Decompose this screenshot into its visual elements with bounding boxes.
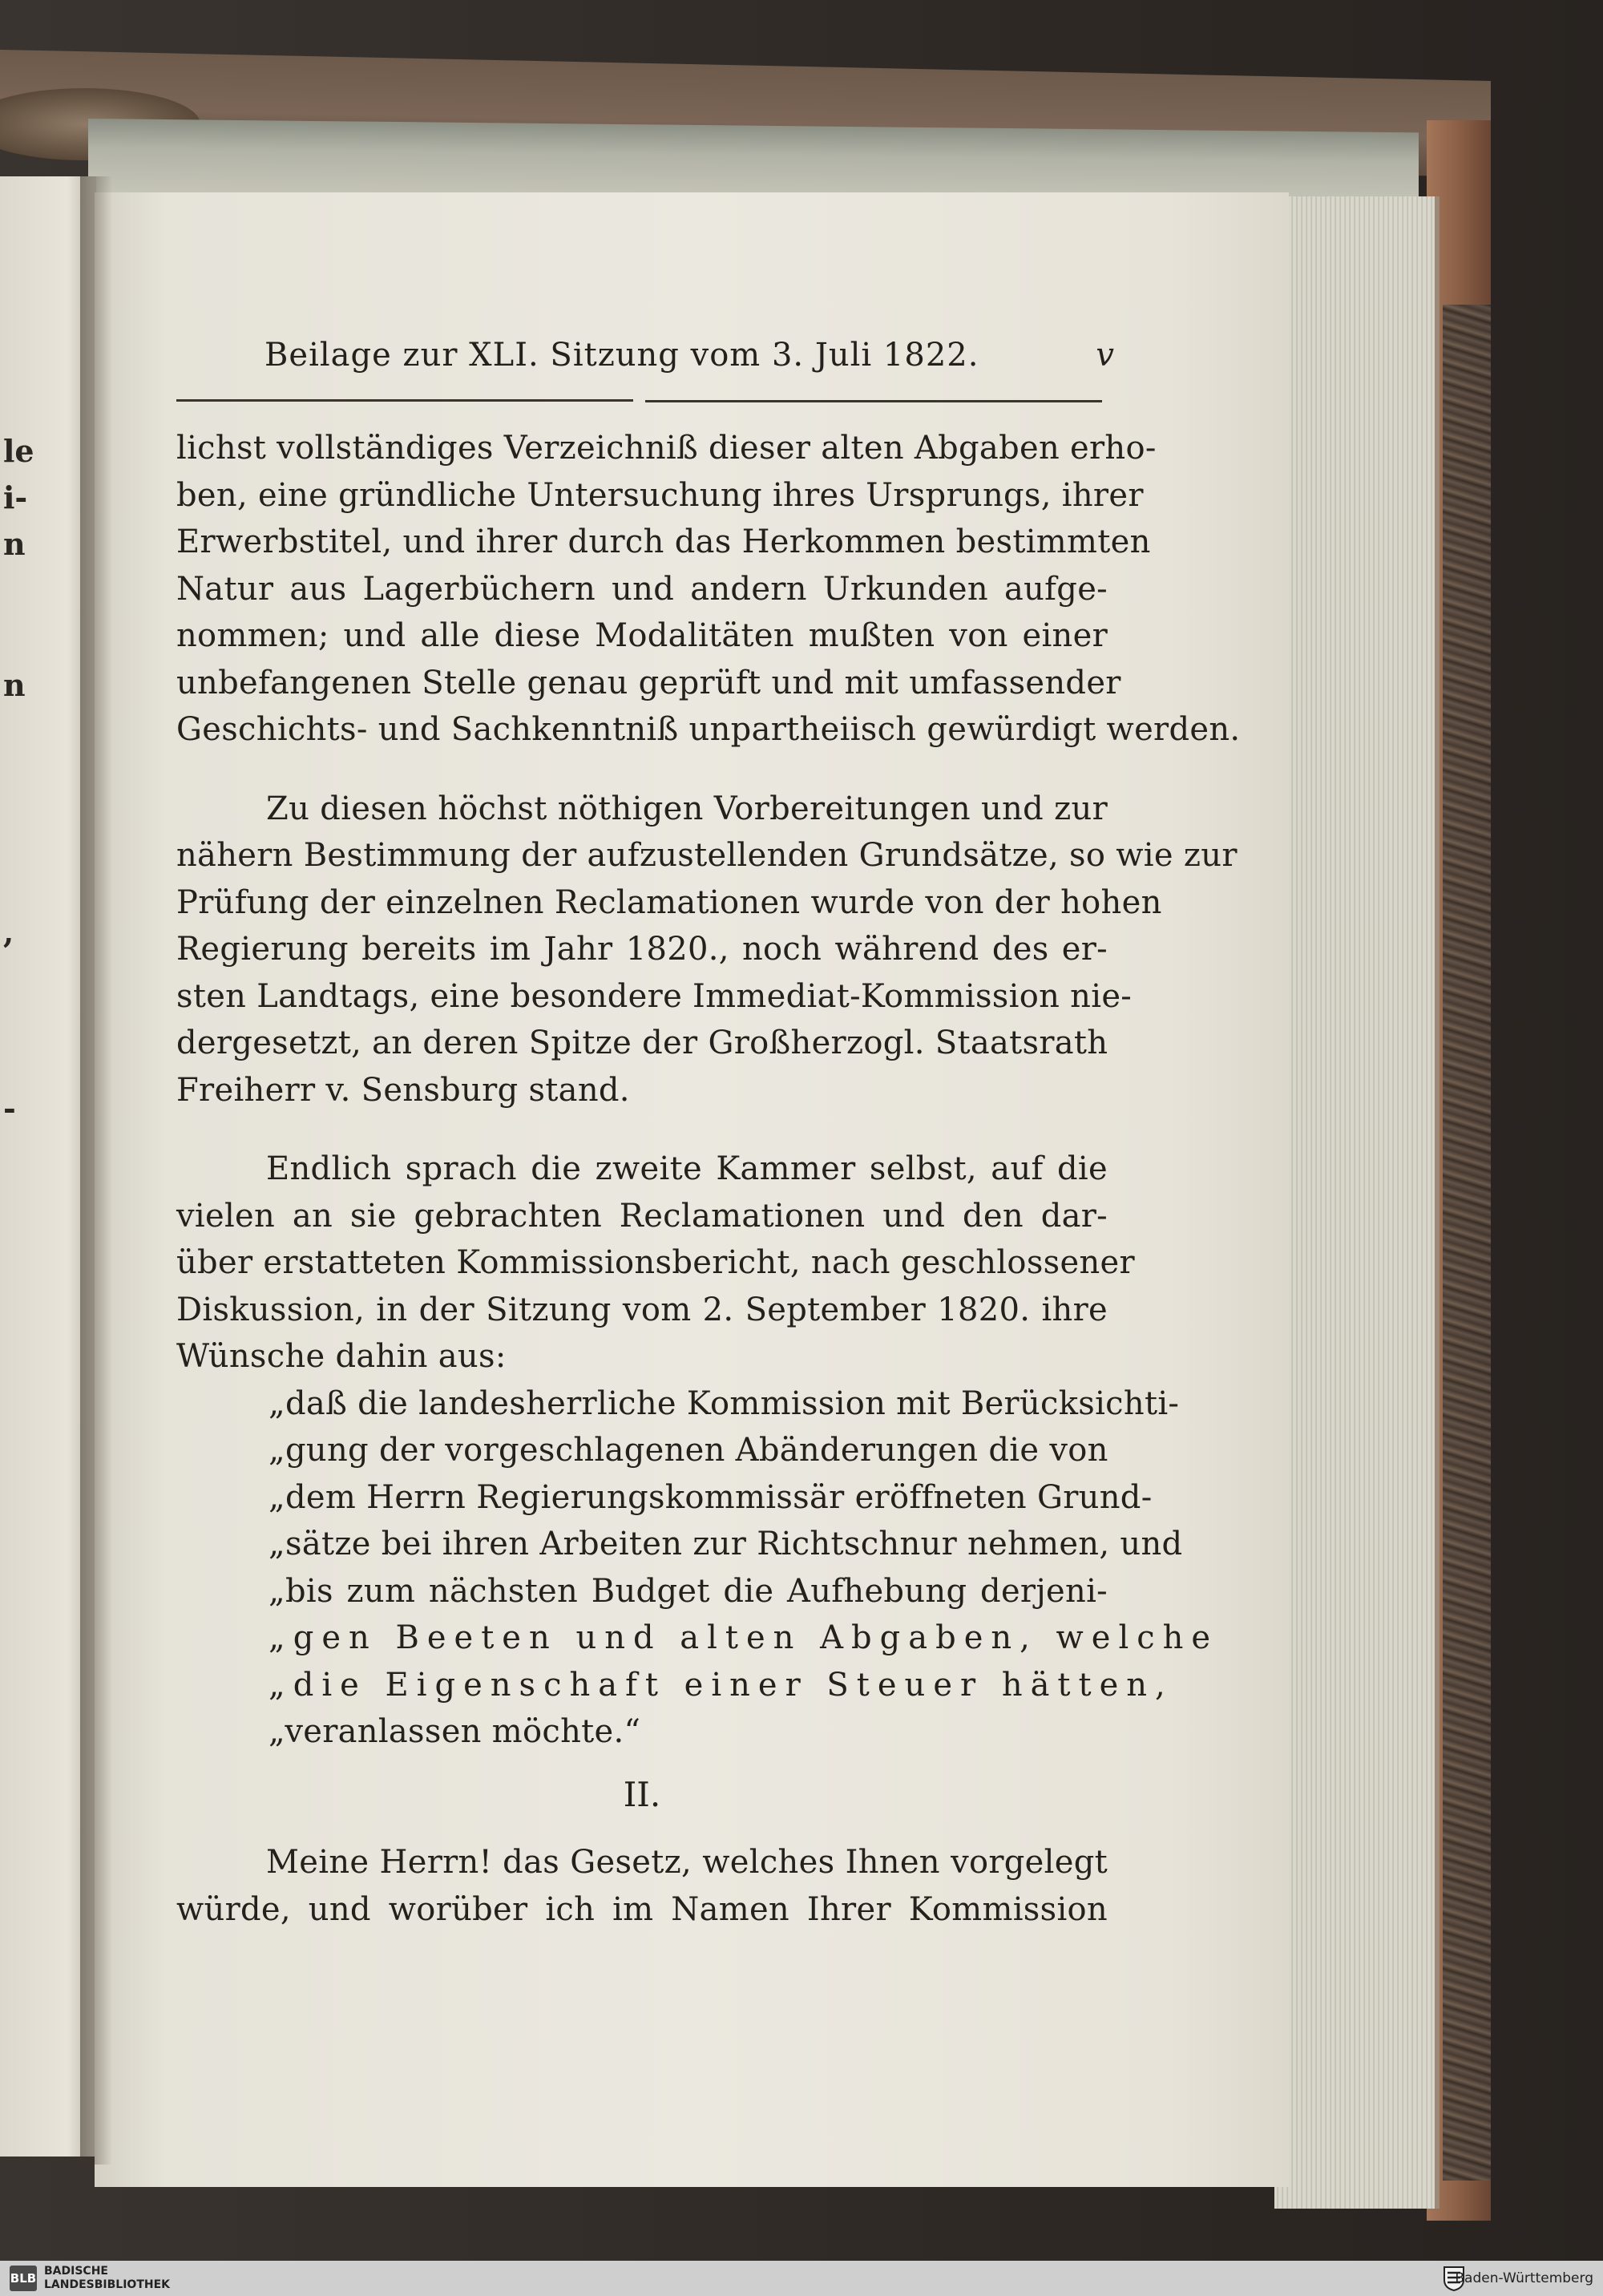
viewer-footer-bar (0, 2261, 1603, 2296)
library-name-line2: LANDESBIBLIOTHEK (44, 2278, 171, 2291)
quote-line: „daß die landesherrliche Kommission mit Berücksichti- (269, 1384, 1180, 1422)
text-line: nähern Bestimmung der aufzustellenden Grundsätze, so wie zur (176, 837, 1238, 874)
quote-line: „gen Beeten und alten Abgaben, welche (269, 1619, 1219, 1656)
text-line: vielen an sie gebrachten Reclamationen und den dar- (176, 1197, 1108, 1235)
library-name[interactable] (44, 2265, 170, 2292)
running-head (264, 337, 1114, 385)
text-line: ben, eine gründliche Untersuchung ihres Ursprungs, ihrer (176, 476, 1144, 514)
left-fragment: , (3, 914, 14, 950)
quote-line: „die Eigenschaft einer Steuer hätten, (269, 1666, 1173, 1704)
page-stack-edge (1274, 196, 1439, 2209)
text-line: Regierung bereits im Jahr 1820., noch während des er- (176, 931, 1108, 968)
blb-logo[interactable]: BLB (10, 2266, 37, 2291)
text-line: Natur aus Lagerbüchern und andern Urkunden aufge- (176, 570, 1108, 608)
quote-line: „sätze bei ihren Arbeiten zur Richtschnur nehmen, und (269, 1526, 1183, 1562)
text-line: Diskussion, in der Sitzung vom 2. September 1820. ihre (176, 1291, 1108, 1328)
text-line: lichst vollständiges Verzeichniß dieser alten Abgaben erho- (176, 430, 1157, 467)
text-line: sten Landtags, eine besondere Immediat-Kommission nie- (176, 977, 1133, 1015)
text-line: Zu diesen höchst nöthigen Vorbereitungen und zur (266, 790, 1108, 827)
text-line: über erstatteten Kommissionsbericht, nach geschlossener (176, 1244, 1135, 1281)
text-line: unbefangenen Stelle genau geprüft und mit umfassender (176, 664, 1121, 701)
header-rule (176, 399, 633, 402)
gutter-shadow (80, 176, 112, 2165)
quotation-block (176, 1380, 1219, 1756)
paragraph-3 (176, 1146, 1135, 1380)
text-line: Meine Herrn! das Gesetz, welches Ihnen vorgelegt (266, 1844, 1108, 1881)
text-line: dergesetzt, an deren Spitze der Großherzogl. Staatsrath (176, 1025, 1108, 1061)
marbled-cover-edge (1443, 305, 1491, 2181)
text-line: Erwerbstitel, und ihrer durch das Herkommen bestimmten (176, 523, 1151, 560)
text-line: Prüfung der einzelnen Reclamationen wurde von der hohen (176, 883, 1162, 921)
running-title: Beilage zur XLI. Sitzung vom 3. Juli 1822. (264, 337, 979, 374)
quote-line: „dem Herrn Regierungskommissär eröffneten Grund- (269, 1478, 1153, 1516)
library-name-line1: BADISCHE (44, 2265, 108, 2278)
page-number: v (1096, 337, 1114, 374)
text-line: würde, und worüber ich im Namen Ihrer Kommission (176, 1890, 1108, 1928)
left-fragment: n (3, 526, 26, 562)
text-line: Geschichts- und Sachkenntniß unpartheiisch gewürdigt werden. (176, 711, 1241, 748)
left-fragment: n (3, 667, 26, 703)
page-body (176, 425, 1241, 1933)
text-line: Wünsche dahin aus: (176, 1338, 507, 1375)
text-line: Endlich sprach die zweite Kammer selbst, auf die (266, 1150, 1108, 1187)
paragraph-4 (176, 1839, 1108, 1933)
left-fragment: i- (3, 479, 28, 515)
paragraph-2 (176, 786, 1238, 1114)
left-fragment: le (3, 433, 34, 469)
text-line: Freiherr v. Sensburg stand. (176, 1071, 630, 1109)
text-line: nommen; und alle diese Modalitäten mußten von einer (176, 617, 1108, 654)
header-rule (645, 400, 1102, 402)
quote-line: „veranlassen möchte.“ (269, 1713, 641, 1750)
quote-line: „gung der vorgeschlagenen Abänderungen die von (269, 1432, 1108, 1469)
paragraph-1 (176, 425, 1241, 754)
state-label[interactable]: Baden-Württemberg (1455, 2270, 1593, 2286)
section-heading: II. (623, 1774, 661, 1814)
left-fragment: - (3, 1090, 16, 1126)
quote-line: „bis zum nächsten Budget die Aufhebung derjeni- (269, 1572, 1108, 1610)
